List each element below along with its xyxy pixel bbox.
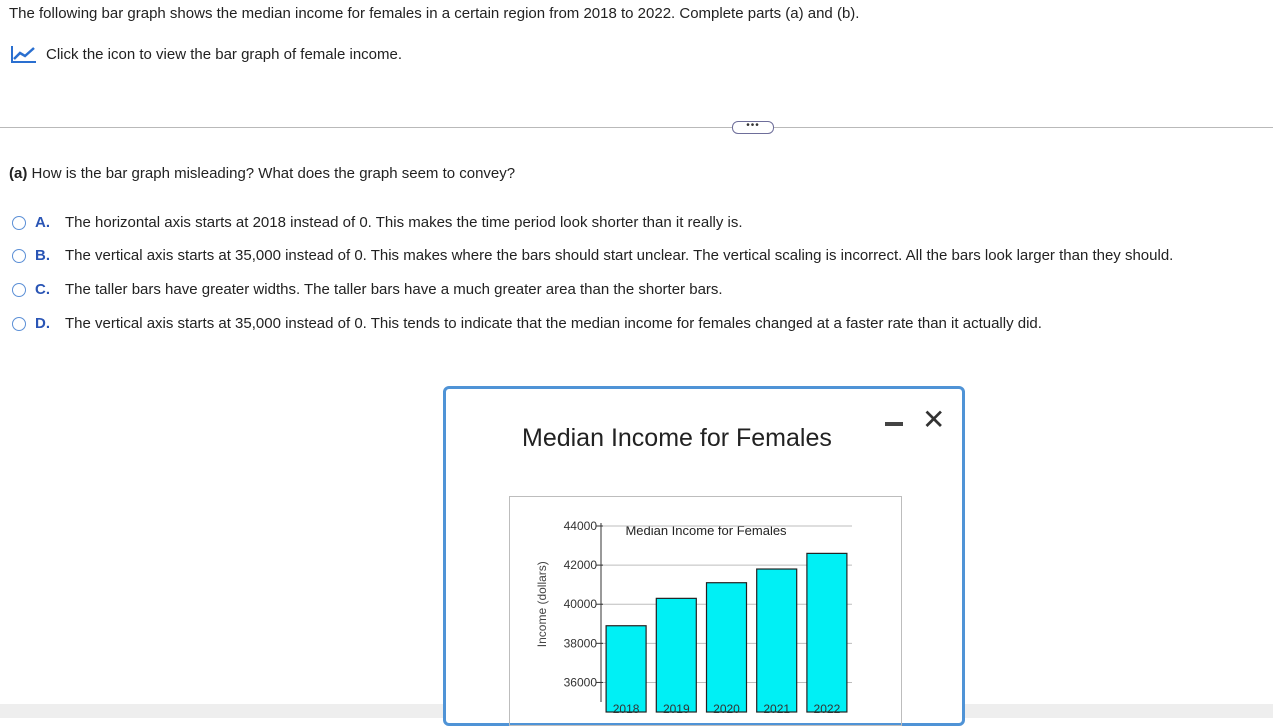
y-tick-label: 42000 (563, 558, 597, 573)
y-axis-label: Income (dollars) (535, 561, 549, 648)
part-a-prompt (9, 165, 515, 182)
bar-chart (509, 496, 902, 718)
bar-2018 (606, 626, 646, 712)
bar-2021 (757, 569, 797, 712)
option-b-text: The vertical axis starts at 35,000 instead of 0. This makes where the bars should start unclear. The vertical scaling is incorrect. All the bars look larger than they should. (65, 247, 1174, 264)
option-a-letter: A. (35, 214, 50, 231)
question-text: The following bar graph shows the median income for females in a certain region from 2018 to 2022. Complete parts (a) and (b). (9, 5, 860, 22)
y-tick-label: 44000 (563, 519, 597, 533)
option-c-letter: C. (35, 281, 50, 298)
x-tick-label: 2021 (763, 702, 791, 716)
radio-b[interactable] (12, 249, 26, 263)
x-tick-label: 2022 (813, 702, 841, 716)
y-tick-label: 38000 (563, 636, 597, 651)
x-tick-label: 2019 (662, 702, 690, 716)
option-b-letter: B. (35, 247, 50, 264)
view-graph-link[interactable] (10, 44, 402, 64)
bar-2022 (807, 553, 847, 712)
radio-a[interactable] (12, 216, 26, 230)
option-c[interactable] (12, 281, 723, 298)
view-graph-link-text[interactable]: Click the icon to view the bar graph of female income. (46, 45, 403, 63)
bar-2020 (707, 583, 747, 712)
section-divider (0, 127, 1273, 128)
option-d-letter: D. (35, 315, 50, 332)
chart-title: Median Income for Females (625, 523, 787, 538)
radio-d[interactable] (12, 317, 26, 331)
y-tick-label: 40000 (563, 597, 597, 612)
close-icon[interactable]: ✕ (922, 404, 946, 435)
bar-2019 (656, 598, 696, 712)
line-chart-icon[interactable] (10, 44, 38, 64)
x-tick-label: 2020 (713, 702, 740, 716)
part-a-text: How is the bar graph misleading? What does the graph seem to convey? (31, 165, 516, 182)
option-b[interactable] (12, 247, 1173, 264)
more-button[interactable]: ••• (732, 121, 774, 134)
option-d[interactable] (12, 315, 1042, 332)
option-a-text: The horizontal axis starts at 2018 instead of 0. This makes the time period look shorter than it really is. (65, 214, 743, 231)
dialog-title: Median Income for Females (522, 424, 832, 452)
part-a-label: (a) (9, 165, 28, 182)
y-tick-label: 36000 (563, 675, 597, 690)
option-c-text: The taller bars have greater widths. The taller bars have a much greater area than the shorter bars. (65, 281, 723, 298)
option-d-text: The vertical axis starts at 35,000 instead of 0. This tends to indicate that the median income for females changed at a faster rate than it actually did. (65, 315, 1042, 332)
minimize-icon[interactable] (885, 422, 903, 426)
option-a[interactable] (12, 214, 743, 231)
radio-c[interactable] (12, 283, 26, 297)
x-tick-label: 2018 (612, 702, 640, 716)
